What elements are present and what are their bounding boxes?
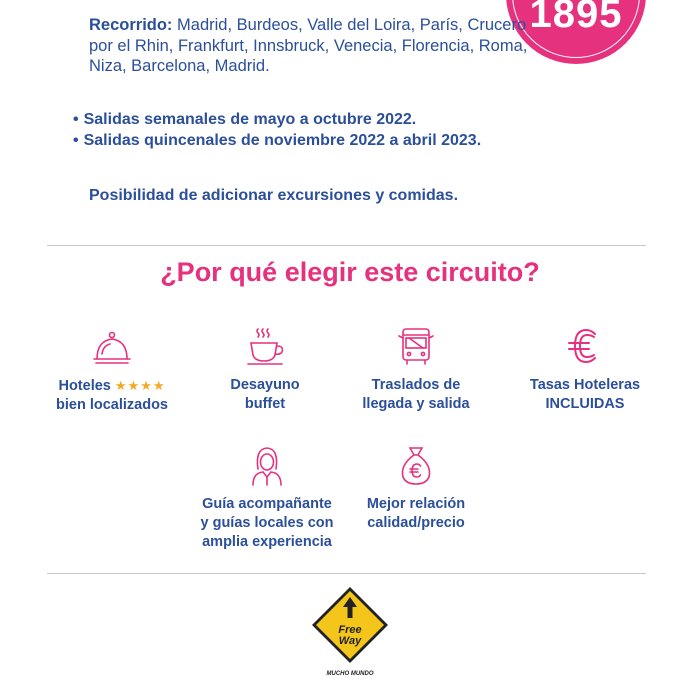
- feature-breakfast: [185, 324, 345, 414]
- feature-breakfast-line2: buffet: [244, 396, 286, 412]
- feature-hotel-taxes-line1: Tasas Hoteleras: [529, 377, 641, 393]
- bus-icon: [394, 324, 438, 368]
- feature-value-line2: calidad/precio: [367, 515, 465, 531]
- route-description: [89, 15, 529, 77]
- feature-hotel-taxes: [505, 324, 665, 414]
- departure-item: • Salidas semanales de mayo a octubre 2022.: [73, 109, 481, 130]
- feature-transfers: [336, 324, 496, 414]
- star-rating-icon: ★★★★: [114, 378, 166, 393]
- freeway-logo: [310, 585, 390, 679]
- feature-hotel-taxes-text: [505, 376, 665, 414]
- guide-person-icon: [245, 443, 289, 487]
- route-label: Recorrido:: [89, 16, 173, 34]
- feature-hotel-taxes-line2: INCLUIDAS: [545, 396, 625, 412]
- feature-guide-text: [187, 495, 347, 552]
- coffee-cup-icon: [243, 324, 287, 368]
- brand-tagline: MUCHO MUNDO: [326, 671, 374, 677]
- feature-hotels-text: [32, 376, 192, 415]
- feature-value-text: [336, 495, 496, 533]
- feature-guide-line3: amplia experiencia: [202, 534, 332, 550]
- feature-guide-line1: Guía acompañante: [202, 496, 332, 512]
- extras-note: Posibilidad de adicionar excursiones y comidas.: [89, 187, 459, 204]
- freeway-logo-word2: Way: [338, 635, 362, 647]
- why-title: ¿Por qué elegir este circuito?: [160, 257, 540, 287]
- feature-hotels-line2: bien localizados: [56, 397, 168, 413]
- feature-breakfast-line1: Desayuno: [230, 377, 300, 393]
- feature-value: [336, 443, 496, 533]
- departures-list: [73, 109, 481, 151]
- feature-transfers-line1: Traslados de: [371, 377, 461, 393]
- departure-item: • Salidas quincenales de noviembre 2022 a abril 2023.: [73, 130, 481, 151]
- divider: [47, 245, 646, 246]
- feature-guide: [187, 443, 347, 552]
- feature-hotels-line1: Hoteles: [58, 378, 111, 394]
- feature-transfers-text: [336, 376, 496, 414]
- money-bag-icon: [394, 443, 438, 487]
- freeway-logo-sign: [310, 585, 390, 665]
- feature-value-line1: Mejor relación: [366, 496, 466, 512]
- euro-icon: [563, 324, 607, 368]
- feature-hotels: [32, 328, 192, 415]
- cloche-icon: [90, 328, 134, 368]
- feature-guide-line2: y guías locales con: [200, 515, 334, 531]
- route-stops: Madrid, Burdeos, Valle del Loira, París, Crucero por el Rhin, Frankfurt, Innsbruck, Venecia, Florencia, Roma, Niza, Barcelona, Madrid.: [89, 16, 528, 75]
- feature-breakfast-text: [185, 376, 345, 414]
- freeway-logo-word1: Free: [338, 624, 362, 636]
- divider: [47, 573, 646, 574]
- feature-transfers-line2: llegada y salida: [362, 396, 470, 412]
- price-amount: 1895: [529, 0, 623, 36]
